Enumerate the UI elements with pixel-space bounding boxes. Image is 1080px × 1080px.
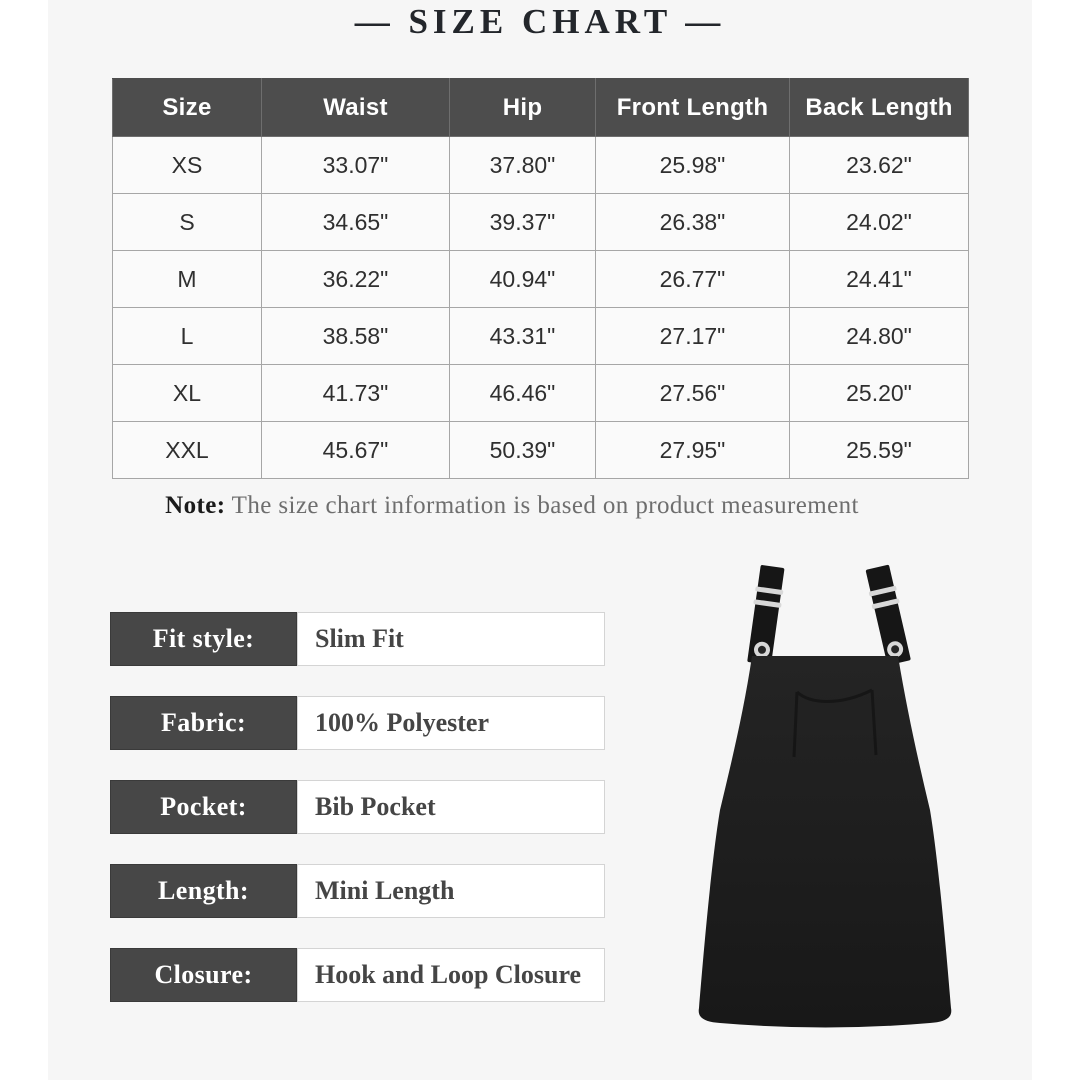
col-header-waist: Waist xyxy=(262,79,450,137)
attr-value-pocket: Bib Pocket xyxy=(297,780,605,834)
cell-hip: 39.37" xyxy=(450,194,596,251)
attr-label-closure: Closure: xyxy=(110,948,297,1002)
cell-back-length: 24.41" xyxy=(790,251,969,308)
note-label: Note: xyxy=(165,492,226,519)
attr-value-fabric: 100% Polyester xyxy=(297,696,605,750)
attr-value-closure: Hook and Loop Closure xyxy=(297,948,605,1002)
cell-size: XXL xyxy=(113,422,262,479)
cell-back-length: 25.20" xyxy=(790,365,969,422)
cell-waist: 45.67" xyxy=(262,422,450,479)
col-header-back-length: Back Length xyxy=(790,79,969,137)
left-strap xyxy=(745,565,786,666)
cell-back-length: 24.02" xyxy=(790,194,969,251)
cell-hip: 37.80" xyxy=(450,137,596,194)
cell-hip: 50.39" xyxy=(450,422,596,479)
cell-front-length: 25.98" xyxy=(596,137,790,194)
cell-front-length: 27.17" xyxy=(596,308,790,365)
cell-size: L xyxy=(113,308,262,365)
table-row xyxy=(113,308,969,365)
cell-waist: 33.07" xyxy=(262,137,450,194)
cell-hip: 40.94" xyxy=(450,251,596,308)
note-text: The size chart information is based on product measurement xyxy=(225,492,859,519)
page-title: — SIZE CHART — xyxy=(354,2,726,41)
cell-hip: 46.46" xyxy=(450,365,596,422)
cell-waist: 34.65" xyxy=(262,194,450,251)
cell-size: XS xyxy=(113,137,262,194)
cell-waist: 38.58" xyxy=(262,308,450,365)
cell-back-length: 25.59" xyxy=(790,422,969,479)
attr-value-fit-style: Slim Fit xyxy=(297,612,605,666)
cell-front-length: 27.95" xyxy=(596,422,790,479)
cell-front-length: 27.56" xyxy=(596,365,790,422)
dress-body xyxy=(699,656,952,1028)
cell-front-length: 26.38" xyxy=(596,194,790,251)
cell-size: M xyxy=(113,251,262,308)
cell-back-length: 24.80" xyxy=(790,308,969,365)
cell-size: S xyxy=(113,194,262,251)
size-table xyxy=(112,78,969,479)
product-photo-overall-dress xyxy=(660,552,990,1052)
right-strap xyxy=(864,564,913,666)
table-row xyxy=(113,251,969,308)
size-table-header-row xyxy=(113,79,969,137)
cell-hip: 43.31" xyxy=(450,308,596,365)
col-header-size: Size xyxy=(113,79,262,137)
cell-back-length: 23.62" xyxy=(790,137,969,194)
table-row xyxy=(113,422,969,479)
attr-label-fabric: Fabric: xyxy=(110,696,297,750)
table-row xyxy=(113,365,969,422)
attr-label-fit-style: Fit style: xyxy=(110,612,297,666)
cell-front-length: 26.77" xyxy=(596,251,790,308)
cell-waist: 36.22" xyxy=(262,251,450,308)
attr-label-pocket: Pocket: xyxy=(110,780,297,834)
table-row xyxy=(113,194,969,251)
col-header-front-length: Front Length xyxy=(596,79,790,137)
measurement-note xyxy=(0,492,1024,520)
attr-value-length: Mini Length xyxy=(297,864,605,918)
col-header-hip: Hip xyxy=(450,79,596,137)
cell-size: XL xyxy=(113,365,262,422)
cell-waist: 41.73" xyxy=(262,365,450,422)
attr-label-length: Length: xyxy=(110,864,297,918)
table-row xyxy=(113,137,969,194)
